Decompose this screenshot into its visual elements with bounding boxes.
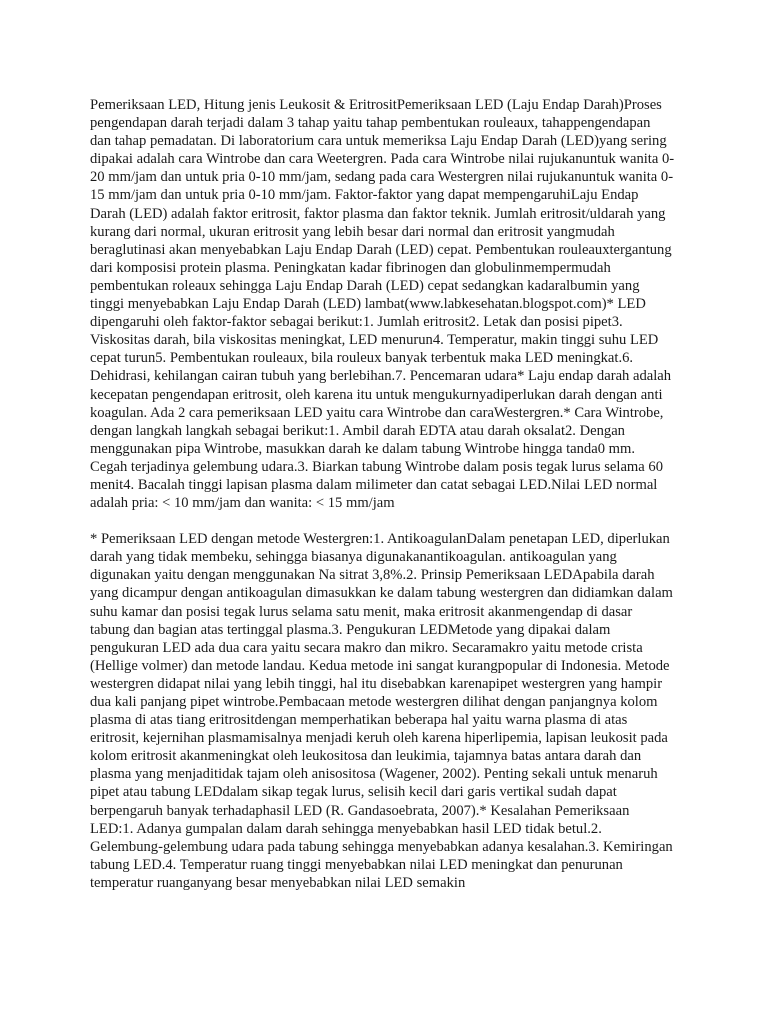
document-page [90, 96, 675, 892]
body-paragraph-1: Pemeriksaan LED, Hitung jenis Leukosit & EritrositPemeriksaan LED (Laju Endap Darah)Proses pengendapan darah terjadi dalam 3 tahap yaitu tahap pembentukan rouleaux, tahappengendapan dan tahap pemadatan. Di laboratorium cara untuk memeriksa Laju Endap Darah (LED)yang sering dipakai adalah cara Wintrobe dan cara Weetergren. Pada cara Wintrobe nilai rujukanuntuk wanita 0-20 mm/jam dan untuk pria 0-10 mm/jam, sedang pada cara Westergren nilai rujukanuntuk wanita 0-15 mm/jam dan untuk pria 0-10 mm/jam. Faktor-faktor yang dapat mempengaruhiLaju Endap Darah (LED) adalah faktor eritrosit, faktor plasma dan faktor teknik. Jumlah eritrosit/uldarah yang kurang dari normal, ukuran eritrosit yang lebih besar dari normal dan eritrosit yangmudah beraglutinasi akan menyebabkan Laju Endap Darah (LED) cepat. Pembentukan rouleauxtergantung dari komposisi protein plasma. Peningkatan kadar fibrinogen dan globulinmempermudah pembentukan roleaux sehingga Laju Endap Darah (LED) cepat sedangkan kadaralbumin yang tinggi menyebabkan Laju Endap Darah (LED) lambat(www.labkesehatan.blogspot.com)* LED dipengaruhi oleh faktor-faktor sebagai berikut:1. Jumlah eritrosit2. Letak dan posisi pipet3. Viskositas darah, bila viskositas meningkat, LED menurun4. Temperatur, makin tinggi suhu LED cepat turun5. Pembentukan rouleaux, bila rouleux banyak terbentuk maka LED meningkat.6. Dehidrasi, kehilangan cairan tubuh yang berlebihan.7. Pencemaran udara* Laju endap darah adalah kecepatan pengendapan eritrosit, oleh karena itu untuk mengukurnyadiperlukan darah dengan anti koagulan. Ada 2 cara pemeriksaan LED yaitu cara Wintrobe dan caraWestergren.* Cara Wintrobe, dengan langkah langkah sebagai berikut:1. Ambil darah EDTA atau darah oksalat2. Dengan menggunakan pipa Wintrobe, masukkan darah ke dalam tabung Wintrobe hingga tanda0 mm. Cegah terjadinya gelembung udara.3. Biarkan tabung Wintrobe dalam posis tegak lurus selama 60 menit4. Bacalah tinggi lapisan plasma dalam milimeter dan catat sebagai LED.Nilai LED normal adalah pria: < 10 mm/jam dan wanita: < 15 mm/jam [90, 97, 675, 512]
body-paragraph-2: * Pemeriksaan LED dengan metode Westergren:1. AntikoagulanDalam penetapan LED, diperlukan darah yang tidak membeku, sehingga biasanya digunakanantikoagulan. antikoagulan yang digunakan yaitu dengan menggunakan Na sitrat 3,8%.2. Prinsip Pemeriksaan LEDApabila darah yang dicampur dengan antikoagulan dimasukkan ke dalam tabung westergren dan didiamkan dalam suhu kamar dan posisi tegak lurus selama satu menit, maka eritrosit akanmengendap di dasar tabung dan bagian atas tertinggal plasma.3. Pengukuran LEDMetode yang dipakai dalam pengukuran LED ada dua cara yaitu secara makro dan mikro. Secaramakro yaitu metode crista (Hellige volmer) dan metode landau. Kedua metode ini sangat kurangpopular di Indonesia. Metode westergren didapat nilai yang lebih tinggi, hal itu disebabkan karenapipet westergren yang hampir dua kali panjang pipet wintrobe.Pembacaan metode westergren dilihat dengan panjangnya kolom plasma di atas tiang eritrositdengan memperhatikan beberapa hal yaitu warna plasma di atas eritrosit, kejernihan plasmamisalnya menjadi keruh oleh karena hiperlipemia, lapisan leukosit pada kolom eritrosit akanmeningkat oleh leukositosa dan leukimia, tajamnya batas antara darah dan plasma yang menjaditidak tajam oleh anisositosa (Wagener, 2002). Penting sekali untuk menaruh pipet atau tabung LEDdalam sikap tegak lurus, selisih kecil dari garis vertikal sudah dapat berpengaruh banyak terhadaphasil LED (R. Gandasoebrata, 2007).* Kesalahan Pemeriksaan LED:1. Adanya gumpalan dalam darah sehingga menyebabkan hasil LED tidak betul.2. Gelembung-gelembung udara pada tabung sehingga menyebabkan adanya kesalahan.3. Kemiringan tabung LED.4. Temperatur ruang tinggi menyebabkan nilai LED meningkat dan penurunan temperatur ruanganyang besar menyebabkan nilai LED semakin [90, 531, 673, 891]
paragraph-spacer [90, 512, 675, 530]
